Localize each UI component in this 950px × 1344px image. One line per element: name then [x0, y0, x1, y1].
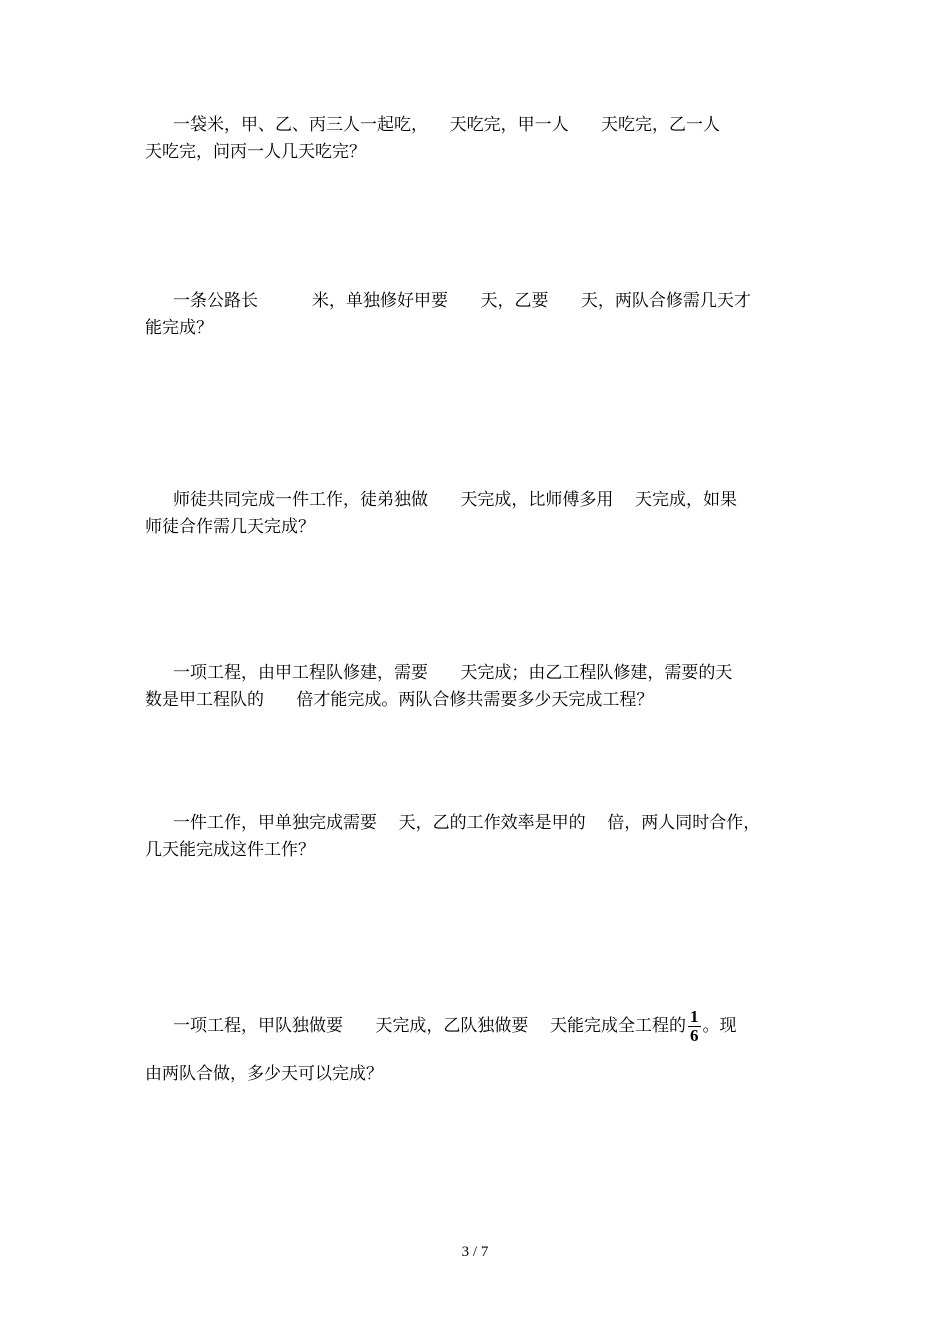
problem-2 — [145, 288, 810, 342]
problem-3-line-2: 师徒合作需几天完成？ — [145, 517, 315, 537]
problem-6-line-1 — [145, 1005, 810, 1047]
problem-6-line-2: 由两队合做，多少天可以完成？ — [145, 1064, 383, 1084]
fraction-denominator: 6 — [690, 1026, 699, 1045]
problem-2-line-2: 能完成？ — [145, 318, 213, 338]
fraction-numerator: 1 — [690, 1007, 699, 1026]
problem-5-line-1: 一件工作，甲单独完成需要 天，乙的工作效率是甲的 倍，两人同时合作， — [173, 813, 761, 833]
problem-6-text-after: 。现 — [702, 1016, 737, 1036]
problem-6 — [145, 1005, 810, 1088]
problem-3-line-1: 师徒共同完成一件工作，徒弟独做 天完成，比师傅多用 天完成，如果 — [173, 490, 738, 510]
problem-4 — [145, 660, 810, 714]
problem-2-line-1: 一条公路长 米，单独修好甲要 天，乙要 天，两队合修需几天才 — [173, 291, 751, 311]
problem-4-line-2: 数是甲工程队的 倍才能完成。两队合修共需要多少天完成工程？ — [145, 690, 654, 710]
fraction — [688, 1008, 701, 1045]
problem-3 — [145, 487, 810, 541]
problem-1-line-1: 一袋米，甲、乙、丙三人一起吃， 天吃完，甲一人 天吃完，乙一人 — [173, 115, 721, 135]
problem-5-line-2: 几天能完成这件工作？ — [145, 840, 315, 860]
problem-6-text-before: 一项工程，甲队独做要 天完成，乙队独做要 天能完成全工程的 — [173, 1016, 687, 1036]
page-number: 3 / 7 — [461, 1244, 489, 1260]
problem-5 — [145, 810, 810, 864]
problem-4-line-1: 一项工程，由甲工程队修建，需要 天完成；由乙工程队修建，需要的天 — [173, 663, 733, 683]
problem-1-line-2: 天吃完，问丙一人几天吃完？ — [145, 142, 366, 162]
problem-1 — [145, 112, 810, 166]
